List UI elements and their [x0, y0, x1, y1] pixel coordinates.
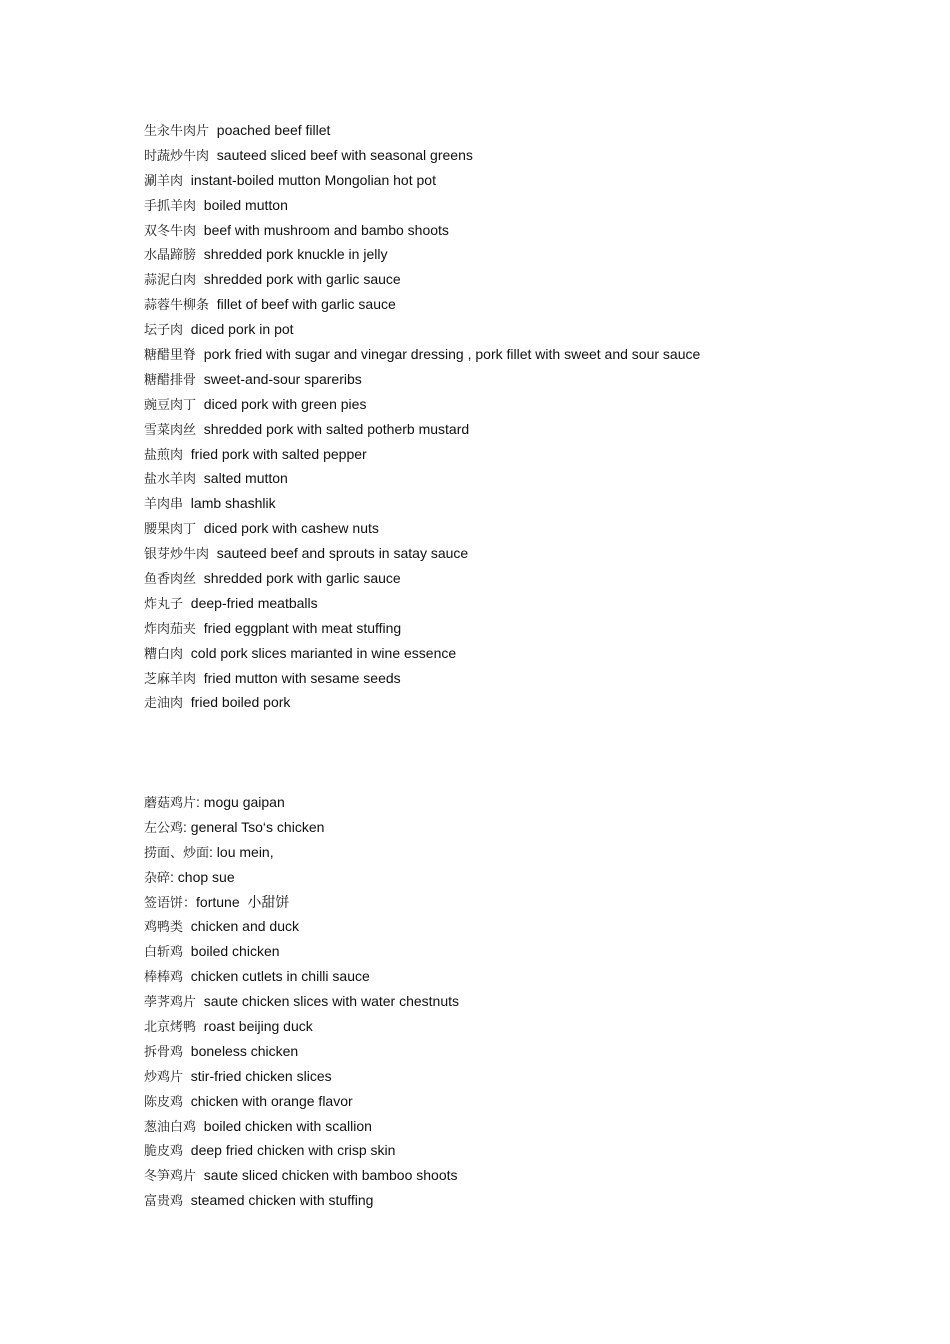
dish-entry	[144, 1163, 459, 1188]
dish-separator: :	[170, 868, 178, 885]
dish-english-name: steamed chicken with stuffing	[190, 1192, 374, 1209]
dish-chinese-name: 涮羊肉	[144, 173, 184, 189]
dish-separator: :	[196, 794, 204, 810]
dish-entry	[144, 1114, 459, 1139]
dish-english-name: lou mein,	[216, 843, 274, 860]
dish-chinese-name: 棒棒鸡	[144, 970, 184, 986]
dish-entry	[144, 641, 700, 666]
dish-entry	[144, 193, 700, 218]
dish-chinese-name: 水晶蹄膀	[144, 248, 197, 264]
dish-chinese-name: 坛子肉	[144, 323, 184, 339]
dish-english-name: fried eggplant with meat stuffing	[203, 619, 402, 636]
dish-separator	[196, 246, 204, 262]
dish-chinese-name: 双冬牛肉	[144, 223, 197, 239]
dish-english-name: boiled chicken with scallion	[203, 1117, 372, 1134]
dish-separator	[183, 1192, 191, 1208]
dish-entry	[144, 790, 459, 815]
dish-entry	[144, 168, 700, 193]
dish-separator	[196, 993, 204, 1009]
dish-separator	[209, 147, 217, 163]
dish-english-name: lamb shashlik	[190, 495, 276, 512]
dish-entry	[144, 218, 700, 243]
dish-separator: :	[183, 818, 191, 835]
dish-separator	[183, 495, 191, 511]
dish-entry	[144, 367, 700, 392]
dish-chinese-name: 蒜蓉牛柳条	[144, 298, 210, 314]
dish-chinese-name: 蘑菇鸡片	[144, 796, 197, 811]
dish-chinese-name: 糖醋里脊	[144, 348, 197, 364]
dish-entry	[144, 317, 700, 342]
dish-chinese-name: 手抓羊肉	[144, 198, 197, 214]
dish-chinese-name: 捞面、炒面	[144, 845, 210, 861]
dish-entry	[144, 964, 459, 989]
dish-separator	[183, 943, 191, 959]
dish-english-name: cold pork slices marianted in wine essence	[190, 644, 457, 661]
dish-english-name: salted mutton	[203, 470, 288, 487]
dish-chinese-name: 芝麻羊肉	[144, 671, 197, 687]
dish-separator	[196, 570, 204, 586]
dish-entry	[144, 242, 700, 267]
dish-chinese-name: 杂碎	[144, 870, 171, 886]
dish-list-chicken-duck	[144, 790, 459, 1213]
dish-chinese-name: 鸡鸭类	[144, 920, 184, 936]
dish-english-name: poached beef fillet	[216, 122, 331, 138]
dish-chinese-name: 腰果肉丁	[144, 522, 197, 538]
dish-chinese-name: 鱼香肉丝	[144, 572, 197, 588]
dish-separator	[196, 1118, 204, 1134]
dish-chinese-name: 盐水羊肉	[144, 472, 197, 488]
dish-english-name: diced pork in pot	[190, 321, 294, 338]
dish-english-name: saute sliced chicken with bamboo shoots	[203, 1167, 458, 1184]
dish-entry	[144, 442, 700, 467]
dish-chinese-name: 豌豆肉丁	[144, 397, 197, 413]
dish-separator	[183, 321, 191, 337]
dish-chinese-name: 左公鸡	[144, 820, 184, 836]
dish-entry	[144, 1188, 459, 1213]
dish-separator	[209, 122, 217, 138]
dish-entry	[144, 1064, 459, 1089]
dish-english-name: roast beijing duck	[203, 1018, 313, 1035]
dish-chinese-name: 冬笋鸡片	[144, 1169, 197, 1185]
dish-english-name: beef with mushroom and bambo shoots	[203, 221, 449, 238]
dish-separator	[183, 1093, 191, 1109]
dish-entry	[144, 989, 459, 1014]
dish-entry	[144, 1014, 459, 1039]
dish-english-name: mogu gaipan	[203, 794, 285, 810]
dish-entry	[144, 292, 700, 317]
dish-separator	[209, 296, 217, 312]
dish-english-name: boneless chicken	[190, 1042, 299, 1059]
dish-separator	[183, 1068, 191, 1084]
dish-entry	[144, 491, 700, 516]
dish-entry	[144, 566, 700, 591]
dish-english-name: deep fried chicken with crisp skin	[190, 1142, 396, 1159]
dish-chinese-name: 荸荠鸡片	[144, 995, 197, 1011]
dish-english-name: instant-boiled mutton Mongolian hot pot	[190, 171, 436, 188]
dish-entry	[144, 143, 700, 168]
dish-entry	[144, 815, 459, 840]
dish-chinese-name: 雪菜肉丝	[144, 422, 197, 438]
dish-chinese-name: 北京烤鸭	[144, 1020, 197, 1036]
dish-separator	[196, 1167, 204, 1183]
dish-english-name: fried boiled pork	[190, 694, 291, 711]
dish-chinese-name: 糖醋排骨	[144, 372, 197, 388]
dish-english-name: deep-fried meatballs	[190, 594, 318, 611]
dish-chinese-name: 脆皮鸡	[144, 1144, 184, 1160]
dish-entry	[144, 666, 700, 691]
dish-separator	[196, 346, 204, 362]
dish-english-name: shredded pork knuckle in jelly	[203, 246, 388, 263]
dish-separator	[196, 371, 204, 387]
dish-separator	[196, 396, 204, 412]
dish-separator: :	[209, 843, 217, 860]
dish-separator	[183, 1142, 191, 1158]
dish-english-name: shredded pork with salted potherb mustard	[203, 420, 470, 437]
dish-entry	[144, 690, 700, 715]
dish-english-name: diced pork with green pies	[203, 395, 367, 412]
dish-separator	[196, 197, 204, 213]
dish-separator	[196, 470, 204, 486]
dish-entry	[144, 417, 700, 442]
dish-english-name: saute chicken slices with water chestnuts	[203, 993, 460, 1010]
dish-separator	[196, 1018, 204, 1034]
dish-english-name: pork fried with sugar and vinegar dressing , pork fillet with sweet and sour sauce	[203, 346, 701, 363]
dish-english-name: fried mutton with sesame seeds	[203, 669, 401, 686]
dish-chinese-name: 拆骨鸡	[144, 1044, 184, 1060]
dish-separator	[196, 222, 204, 238]
dish-entry	[144, 392, 700, 417]
dish-chinese-name: 蒜泥白肉	[144, 273, 197, 289]
dish-chinese-name: 炸丸子	[144, 596, 184, 612]
dish-separator	[196, 421, 204, 437]
dish-separator	[183, 172, 191, 188]
dish-chinese-name: 走油肉	[144, 696, 184, 712]
dish-separator	[183, 694, 191, 710]
dish-chinese-name: 时蔬炒牛肉	[144, 148, 210, 164]
dish-english-name: sauteed beef and sprouts in satay sauce	[216, 545, 469, 562]
dish-entry	[144, 1138, 459, 1163]
dish-entry	[144, 118, 700, 143]
dish-separator	[183, 446, 191, 462]
dish-english-name: sauteed sliced beef with seasonal greens	[216, 146, 473, 163]
dish-chinese-name: 糟白肉	[144, 646, 184, 662]
dish-separator	[209, 545, 217, 561]
dish-entry	[144, 342, 700, 367]
dish-english-name: fortune 小甜饼	[196, 893, 290, 910]
dish-english-name: fried pork with salted pepper	[190, 445, 367, 462]
dish-separator	[183, 645, 191, 661]
dish-entry	[144, 466, 700, 491]
dish-entry	[144, 541, 700, 566]
dish-separator	[196, 620, 204, 636]
dish-entry	[144, 914, 459, 939]
dish-english-name: chicken with orange flavor	[190, 1092, 353, 1109]
dish-english-name: chicken cutlets in chilli sauce	[190, 968, 370, 985]
dish-separator	[183, 1043, 191, 1059]
dish-entry	[144, 865, 459, 890]
dish-entry	[144, 516, 700, 541]
dish-separator	[183, 918, 191, 934]
dish-chinese-name: 葱油白鸡	[144, 1119, 197, 1135]
dish-chinese-name: 白斩鸡	[144, 945, 184, 961]
dish-entry	[144, 1089, 459, 1114]
dish-chinese-name: 签语饼：	[144, 895, 197, 911]
dish-entry	[144, 616, 700, 641]
dish-english-name: boiled chicken	[190, 943, 280, 960]
dish-chinese-name: 富贵鸡	[144, 1194, 184, 1210]
dish-english-name: shredded pork with garlic sauce	[203, 271, 401, 288]
dish-english-name: chop sue	[177, 868, 235, 885]
dish-separator	[196, 520, 204, 536]
dish-chinese-name: 生汆牛肉片	[144, 124, 210, 139]
dish-english-name: stir-fried chicken slices	[190, 1067, 332, 1084]
dish-english-name: general Tso‘s chicken	[190, 818, 325, 835]
dish-chinese-name: 炸肉茄夹	[144, 621, 197, 637]
dish-separator	[196, 670, 204, 686]
dish-list-meat	[144, 118, 700, 715]
dish-separator	[183, 595, 191, 611]
dish-english-name: chicken and duck	[190, 918, 299, 935]
dish-entry	[144, 840, 459, 865]
dish-entry	[144, 267, 700, 292]
dish-entry	[144, 1039, 459, 1064]
dish-separator	[196, 271, 204, 287]
dish-chinese-name: 盐煎肉	[144, 447, 184, 463]
dish-english-name: diced pork with cashew nuts	[203, 520, 379, 537]
dish-chinese-name: 陈皮鸡	[144, 1094, 184, 1110]
dish-entry	[144, 890, 459, 915]
dish-english-name: boiled mutton	[203, 196, 288, 213]
dish-entry	[144, 939, 459, 964]
dish-chinese-name: 炒鸡片	[144, 1069, 184, 1085]
dish-chinese-name: 银芽炒牛肉	[144, 547, 210, 563]
dish-english-name: sweet-and-sour spareribs	[203, 370, 362, 387]
dish-english-name: fillet of beef with garlic sauce	[216, 296, 396, 313]
dish-separator	[183, 968, 191, 984]
dish-entry	[144, 591, 700, 616]
dish-chinese-name: 羊肉串	[144, 497, 184, 513]
dish-english-name: shredded pork with garlic sauce	[203, 570, 401, 587]
